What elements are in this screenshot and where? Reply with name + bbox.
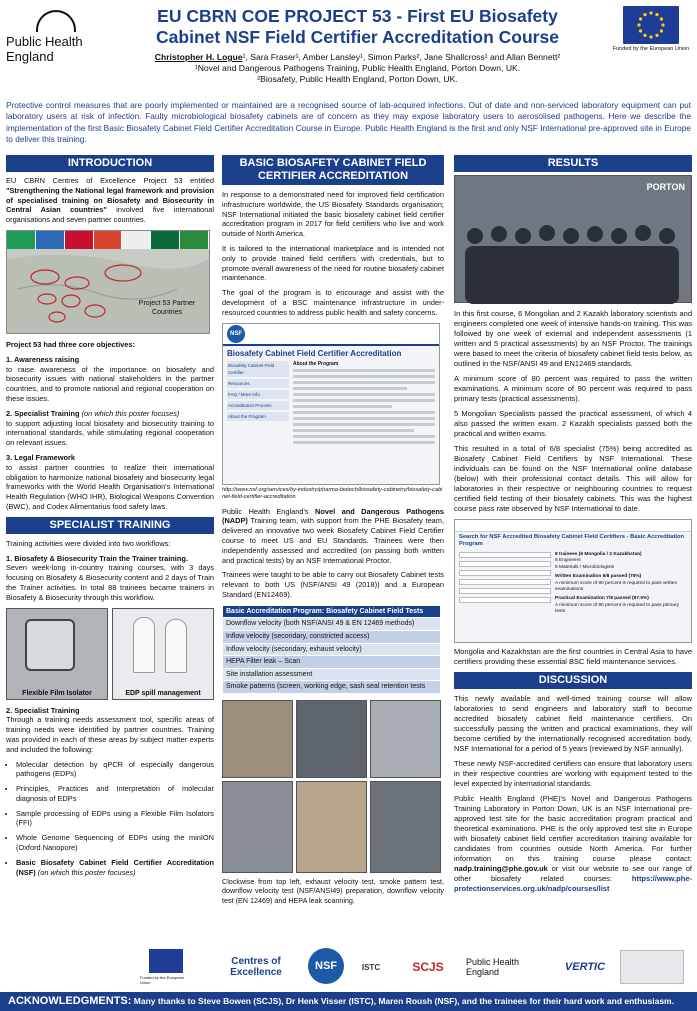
results-p3: 5 Mongolian Specialists passed the practical assessment, of which 4 also passed the written exam. 2 Kazakh specialists passed both the practical and written exams.	[454, 409, 692, 438]
basic-p1: In response to a demonstrated need for improved field certification infrastructure worldwide, the US Biosafety Standards organisation; NSF International initiated the basic biosafety cabinet field certifier accreditation program in 2017 for field certifiers who live and work outside of North America.	[222, 190, 444, 239]
results-p2: A minimum score of 80 percent was required to pass the written examinations. A minimum score of 90 percent was required to pass primary tests (practical assessments).	[454, 374, 692, 403]
introduction-column: INTRODUCTION EU CBRN Centres of Excellence Project 53 entitled "Strengthening the National legal framework and provision of specialised training on Biosafety and Biosecurity in Central Asian countries" involved five international organisations and seven partner countries. Project 53 Partner Countries Project 53 had three core objectives: 1. Awareness raising to raise awareness of the importance on biosafety and biosecurity issues with national stakeholders in the partner countries, and to promote national and regional cooperation on these issues. 2. Specialist Training (on which this poster focuses) to support adjusting local biosafety and biosecurity training to international standards, while stimulating regional cooperation on relevant issues. 3. Legal Framework to assist partner countries to realize their international obligation to harmonize national biosafety and biosecurity legal frameworks with the World Health Organisation's International Health Regulation (WHO IHR), Biological Weapons Convention (BWC), and Codex Alimentarius food safety laws. SPECIALIST TRAINING Training activities were divided into two workflows: 1. Biosafety & Biosecurity Train the Trainer training. Seven week-long in-country training courses, with 3 days focusing on Biosafety & Biosecurity content and 2 days of Train the Trainer activities. In total 88 trainees became trainers in Biosafety & Biosecurity through this workflow. Flexible Film Isolator EDP spill management 2. Specialist Training Through a training needs assessment tool, specific areas of training needs were identified by partner countries. Training was provided in each of these areas by subject matter experts and included the following: • Molecular detection by qPCR of especially dangerous pathogens (EDPs) • Principles, Practices and Interpretation of molecular diagnosis of EDPs • Sample processing of EDPs using a Flexible Film Isolators (FFI) • Whole Genome Sequencing of EDPs using the minION (Oxford Nanopore) • Basic Biosafety Cabinet Field Certifier Accreditation (NSF) (on which this poster focuses)	[6, 155, 214, 882]
lead-author: Christopher H. Logue	[154, 52, 243, 62]
table-header: Basic Accreditation Program: Biosafety Cabinet Field Tests	[223, 605, 441, 618]
list-item: • Basic Biosafety Cabinet Field Certifier Accreditation (NSF) (on which this poster focuses)	[16, 858, 214, 878]
exhaust-velocity-photo	[222, 700, 293, 778]
crest-icon	[36, 10, 76, 32]
phe-footer-logo: Public Health England	[466, 957, 520, 977]
field-tests-table	[222, 605, 441, 694]
edp-spill-photo	[112, 608, 214, 700]
discussion-p3: Public Health England (PHE)'s Novel and Dangerous Pathogens Training Laboratory in Porton Down, UK is an NSF International pre-approved test site for the basic accreditation program practical and theoretical examinations. PHE is the only approved test site in Europe with biosafety cabinet field certifier accreditation training available for candidates from countries outside North America. For further information on this training course please contact: nadp.training@phe.gov.uk or visit our website to see our range of other biosafety related courses: https://www.phe-protectionservices.org.uk/nadp/courses/list	[454, 794, 692, 893]
phe-logo	[6, 10, 110, 70]
table-row: Inflow velocity (secondary, exhaust velocity)	[223, 643, 441, 656]
affiliation-1: ¹Novel and Dangerous Pathogens Training, Public Health England, Porton Down, UK.	[194, 63, 521, 73]
footer-logos	[120, 946, 690, 990]
workflow-2-title: 2. Specialist Training	[6, 705, 80, 715]
screen-sidebar: Biosafety Cabinet Field Certifier Resources FAQ / More Info Accreditation Process About the Program	[227, 361, 289, 447]
database-heading: Search for NSF Accredited Biosafety Cabinet Field Certifiers - Basic Accreditation Program	[459, 534, 685, 547]
list-item: • Principles, Practices and Interpretation of molecular diagnosis of EDPs	[16, 784, 214, 804]
title-line-2: Cabinet NSF Field Certifier Accreditation Course	[156, 27, 559, 47]
photos-caption: Clockwise from top left, exhaust velocity test, smoke pattern test, downflow velocity test (NSF/ANSI49) preparation, downflow velocity test (EN 12469) and HEPA leak scanning.	[222, 876, 444, 905]
istc-logo: ISTC	[361, 962, 381, 972]
poster-title	[120, 6, 595, 48]
training-photos	[6, 608, 214, 700]
flexible-film-isolator-photo	[6, 608, 108, 700]
other-authors: ¹, Sara Fraser¹, Amber Lansley¹, Simon Parks², Jane Shallcross¹ and Allan Bennett²	[242, 52, 561, 62]
nsf-database-screenshot	[454, 519, 692, 643]
coe-logo: Centres of Excellence	[230, 956, 282, 978]
hepa-scan-photo	[222, 781, 293, 873]
scjs-logo: SCJS	[412, 960, 444, 974]
field-test-photos	[222, 700, 441, 873]
smoke-pattern-photo	[296, 700, 367, 778]
contact-email[interactable]: nadp.training@phe.gov.uk	[454, 864, 548, 873]
objective-2-text: to support adjusting local biosafety and biosecurity training to international standards, while stimulating regional cooperation on relevant issues.	[6, 418, 214, 448]
basic-bsc-heading: BASIC BIOSAFETY CABINET FIELD CERTIFIER ACCREDITATION	[222, 155, 444, 185]
basic-bsc-column	[222, 155, 444, 905]
discussion-heading: DISCUSSION	[454, 672, 692, 689]
eu-caption: Funded by the European Union	[612, 46, 690, 52]
authors-block	[110, 52, 605, 85]
ack-text: Many thanks to Steve Bowen (SCJS), Dr Henk Visser (ISTC), Maren Roush (NSF), and the trainees for their hard work and enthusiasm.	[131, 996, 674, 1006]
title-line-1: EU CBRN COE PROJECT 53 - First EU Biosafety	[157, 6, 558, 26]
group-photo	[454, 175, 692, 303]
ack-title: ACKNOWLEDGMENTS:	[8, 995, 132, 1007]
specialist-intro: Training activities were divided into two workflows:	[6, 538, 171, 548]
photo2-caption: EDP spill management	[125, 689, 201, 697]
discussion-p1: This newly available and well-timed training course will allow laboratories to send engineers and laboratory staff to become accredited biosafety cabinet field maintenance certifiers. On successfully passing the written and practical examinations, they will become certified by the internationally recognised accreditation body, NSF International for a period of 5 years (reviewed by NSF annually).	[454, 694, 692, 753]
table-row: Smoke patterns (screen, working edge, sash seal retention tests	[223, 681, 441, 694]
partner-countries-map	[6, 230, 210, 334]
workflow-2-text: Through a training needs assessment tool, specific areas of training needs were identified by partner countries. Training was provided in each of these areas by subject matter experts and included the following:	[6, 715, 214, 754]
map-graphic	[7, 249, 210, 334]
photo1-caption: Flexible Film Isolator	[22, 689, 92, 697]
table-row: Downflow velocity (both NSF/ANSI 49 & EN 12469 methods)	[223, 618, 441, 631]
introduction-heading: INTRODUCTION	[6, 155, 214, 172]
list-item: • Whole Genome Sequencing of EDPs using the minION (Oxford Nanopore)	[16, 833, 214, 853]
table-row: Inflow velocity (secondary, constricted access)	[223, 630, 441, 643]
screen-section: About the Program	[293, 360, 339, 367]
phe-logo-line2: England	[6, 49, 54, 64]
intro-paragraph: EU CBRN Centres of Excellence Project 53 entitled "Strengthening the National legal framework and provision of specialised training on Biosafety and Biosecurity in Central Asian countries" involved five international organisations and seven partner countries.	[6, 176, 214, 225]
workflow-1-title: 1. Biosafety & Biosecurity Train the Trainer training.	[6, 553, 188, 563]
courses-link[interactable]: https://www.phe-protectionservices.org.uk/nadp/courses/list	[454, 874, 692, 893]
basic-p5: Trainees were taught to be able to carry out Biosafety Cabinet tests relevant to both US (NSF/ANSI 49 (2018)) and a European Standard (EN12469).	[222, 570, 444, 599]
affiliation-2: ²Biosafety, Public Health England, Porton Down, UK.	[257, 74, 458, 84]
abstract: Protective control measures that are poorly implemented or maintained are a recognised source of lab-acquired infections. Out of date and non-serviced laboratory equipment can put laboratory users at risk of infection. Faulty microbiological biosafety cabinets are of concern as they may expose laboratory users to aerosolised pathogens. Here we describe the implementation of the first Basic Biosafety Cabinet Field Certifier Accreditation Course in Europe. Public Health England is the first and only NSF International pre-approved site in Europe to deliver this training.	[6, 100, 691, 145]
downflow-en-photo	[296, 781, 367, 873]
eu-logo	[610, 6, 692, 68]
rivm-logo	[620, 950, 684, 984]
results-p1: In this first course, 6 Mongolian and 2 Kazakh laboratory scientists and engineers completed one week of intensive hands-on training. This was followed by one week of external and independent assessments (1 written and 5 practical assessments) by an NSF Proctor. The trainings were based to meet the criteria of biosafety cabinet field tests below, as outlined in the NSF/ANSI 49 and EN12469 standards.	[454, 309, 692, 368]
phe-logo-line1: Public Health	[6, 34, 83, 49]
specialist-training-heading: SPECIALIST TRAINING	[6, 517, 214, 534]
downflow-prep-photo	[370, 700, 441, 778]
vertic-logo: VERTIC	[564, 961, 606, 973]
objective-1-text: to raise awareness of the importance on biosafety and biosecurity issues with national stakeholders in the partner countries, and to promote national and regional cooperation on these issues.	[6, 364, 214, 403]
results-p5: Mongolia and Kazakhstan are the first countries in Central Asia to have certifiers providing these essential BSC field maintenance services.	[454, 647, 692, 666]
partner-flags	[7, 231, 209, 249]
table-row: HEPA Filter leak – Scan	[223, 656, 441, 669]
eu-flag-icon	[149, 949, 183, 973]
workflow-1-text: Seven week-long in-country training courses, with 3 days focusing on Biosafety & Biosecurity content and 2 days of Train the Trainer activities. In total 88 trainees became trainers in Biosafety & Biosecurity through this workflow.	[6, 563, 214, 602]
objective-3-text: to assist partner countries to realize their international obligation to harmonize national biosafety and biosecurity legal frameworks with the World Health Organisation's International Health Regulation (WHO IHR), Biological Weapons Convention (BWC), and Codex Alimentarius food safety laws.	[6, 462, 214, 511]
basic-p4: Public Health England's Novel and Dangerous Pathogens (NADP) Training team, with support from the PHE Biosafety team, delivered an innovative two week Biosafety Cabinet Field Certifier course to meet US and EU Standards. Trainees were then independently assessed and accredited (on passing both written and practical tests) by an NSF International Proctor.	[222, 506, 444, 565]
training-topics-list	[6, 760, 214, 878]
objective-1-title: 1. Awareness raising	[6, 354, 80, 364]
objectives-heading: Project 53 had three core objectives:	[6, 339, 135, 349]
eu-flag-icon	[623, 6, 679, 44]
table-row: Site installation assessment	[223, 668, 441, 681]
discussion-p2: These newly NSF-accredited certifiers can ensure that laboratory users in their respective countries are working with equipment tested to the level expected by international standards.	[454, 759, 692, 788]
nsf-logo: NSF	[308, 948, 344, 984]
objective-3-title: 3. Legal Framework	[6, 452, 76, 462]
porton-sign: PORTON	[646, 182, 685, 192]
basic-p2: It is tailored to the international marketplace and is intended not only to provide trained field certifiers with credentials, but to promote overall awareness of the need for routine biosafety cabinet maintenance.	[222, 243, 444, 283]
nsf-website-screenshot	[222, 323, 440, 485]
results-column	[454, 155, 692, 899]
basic-p3: The goal of the program is to encourage and assist with the development of a BSC maintenance infrastructure in under-resourced countries to address public health and safety concerns.	[222, 288, 444, 317]
nsf-url[interactable]: http://www.nsf.org/services/by-industry/pharma-biotech/biosafety-cabinetry/biosafety-cabinet-field-certifier-accreditation	[222, 486, 443, 500]
map-label: Project 53 Partner Countries	[138, 299, 196, 316]
acknowledgments-bar	[0, 992, 697, 1011]
list-item: • Sample processing of EDPs using a Flexible Film Isolators (FFI)	[16, 809, 214, 829]
results-p4: This resulted in a total of 6/8 specialist (75%) being accredited as Biosafety Cabinet Field Certifiers by NSF International. These individuals can be found on the NSF International online database (below) with their professional contact details. This will allow for laboratories in their respective or neighbouring countries to request certified field testing of their biosafety cabinets. This was the highest course pass rate observed by NSF International to date.	[454, 444, 692, 513]
objective-2-title: 2. Specialist Training	[6, 408, 80, 418]
nsf-logo-icon: NSF	[227, 325, 245, 343]
group-people-graphic	[455, 216, 693, 304]
list-item: • Molecular detection by qPCR of especially dangerous pathogens (EDPs)	[16, 760, 214, 780]
results-summary: 8 trainees (6 Mongolia / 2 Kazakhstan) 6 Engineers 6 Materials / Microbiologists Written Examination 6/8 passed (75%) A minimum score of 80 percent is required to pass written examinations Practical Examination 7/8 passed (87.5%) A minimum score of 90 percent is required to pass primary tests	[555, 552, 679, 615]
downflow-nsf-photo	[370, 781, 441, 873]
results-heading: RESULTS	[454, 155, 692, 172]
screen-title: Biosafety Cabinet Field Certifier Accreditation	[227, 348, 402, 358]
eu-footer-logo: Funded by the European Union	[140, 946, 192, 988]
